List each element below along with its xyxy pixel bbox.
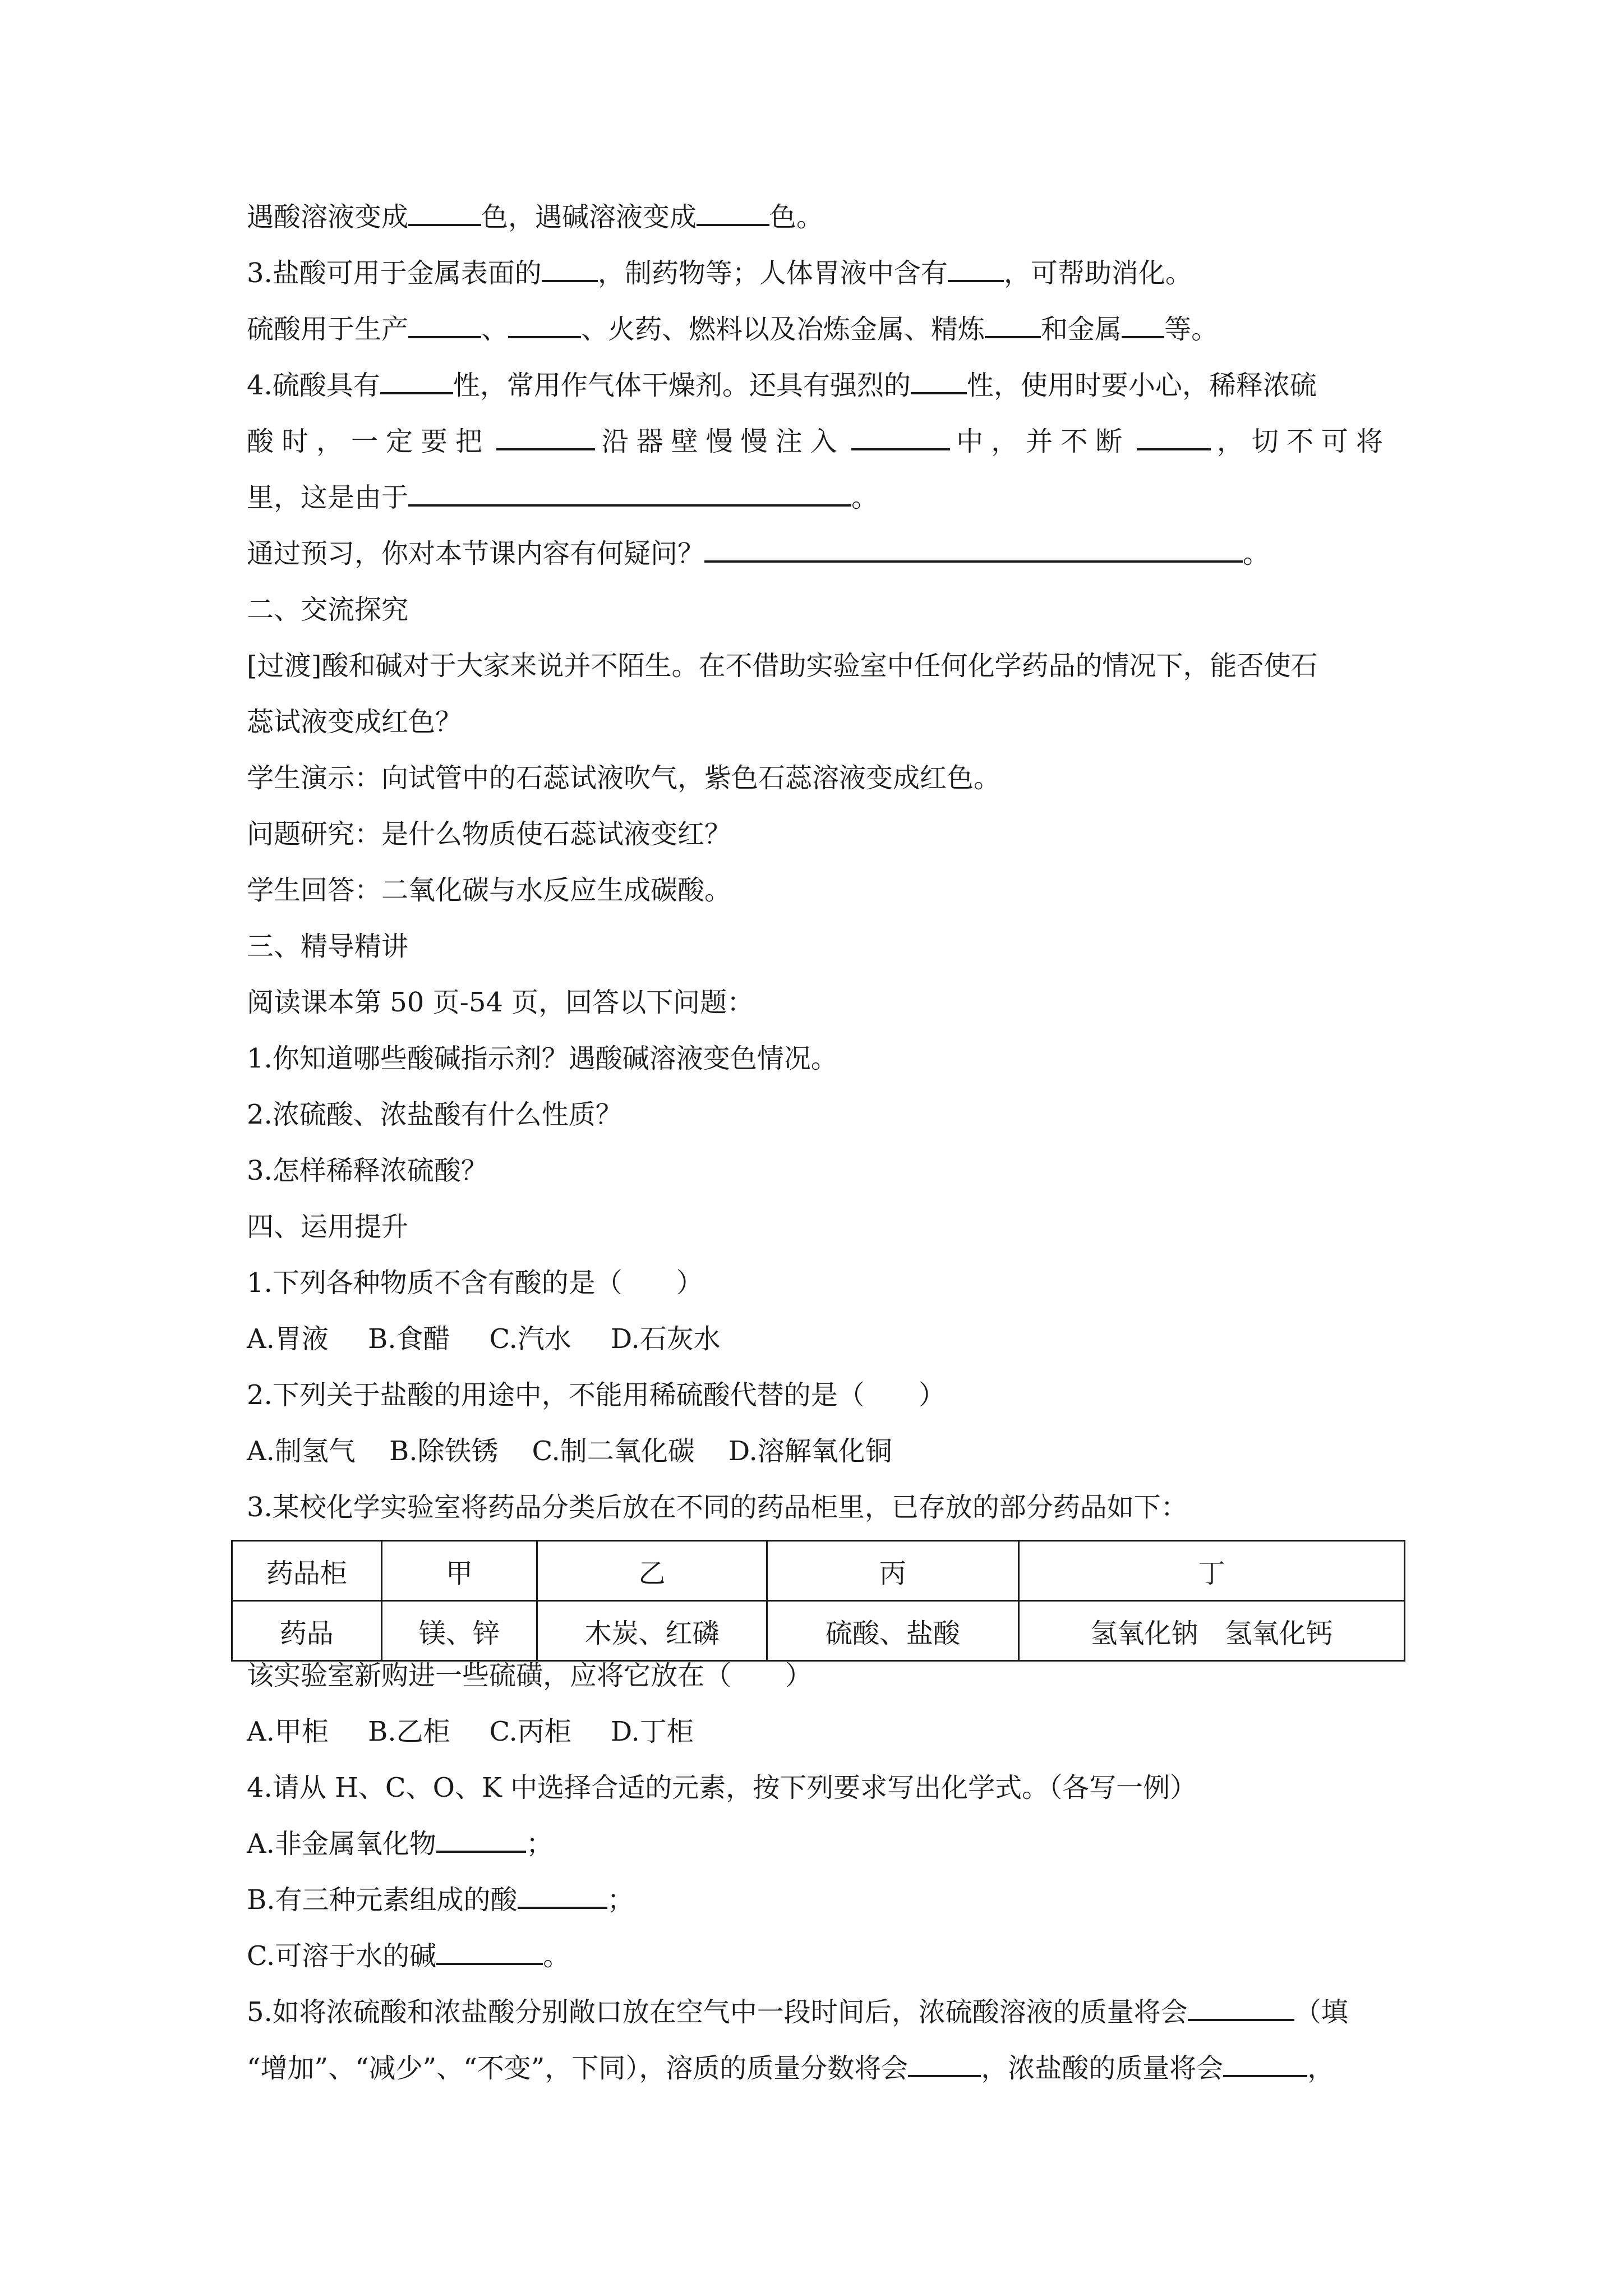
blank xyxy=(985,311,1041,338)
option: D.石灰水 xyxy=(610,1323,721,1355)
option: B.食醋 xyxy=(367,1323,450,1355)
section-heading: 二、交流探究 xyxy=(247,594,409,625)
text-line: 4.硫酸具有 性，常用作气体干燥剂。还具有强烈的 性，使用时要小心，稀释浓硫 xyxy=(247,367,1317,403)
text-line: 里，这是由于 。 xyxy=(247,480,878,516)
blank xyxy=(496,424,595,450)
blank xyxy=(1188,1994,1294,2021)
text-line: 问题研究：是什么物质使石蕊试液变红？ xyxy=(247,818,732,850)
option: A.胃液 xyxy=(247,1323,329,1355)
text-line: C.可溶于水的碱 。 xyxy=(247,1938,570,1974)
blank xyxy=(408,480,851,507)
option: B.乙柜 xyxy=(367,1716,450,1747)
question: 2.下列关于盐酸的用途中，不能用稀硫酸代替的是（ ） xyxy=(247,1379,946,1411)
table-cell: 药品柜 xyxy=(232,1541,382,1601)
blank xyxy=(911,367,967,394)
blank xyxy=(1137,424,1211,450)
option: D.溶解氧化铜 xyxy=(728,1435,892,1467)
text-line: 学生回答：二氧化碳与水反应生成碳酸。 xyxy=(247,875,732,906)
text-line: “增加”、“减少”、“不变”，下同），溶质的质量分数将会 ，浓盐酸的质量将会 ， xyxy=(247,2050,1334,2086)
blank xyxy=(408,199,481,226)
text-line: 遇酸溶液变成 色，遇碱溶液变成 色。 xyxy=(247,199,823,235)
option: C.汽水 xyxy=(489,1323,571,1355)
reagent-cabinet-table xyxy=(231,1540,1405,1662)
option: D.丁柜 xyxy=(610,1716,694,1747)
option: A.甲柜 xyxy=(247,1716,329,1747)
question: 5.如将浓硫酸和浓盐酸分别敞口放在空气中一段时间后，浓硫酸溶液的质量将会 （填 xyxy=(247,1994,1348,2030)
question: 2.浓硫酸、浓盐酸有什么性质？ xyxy=(247,1099,623,1130)
blank xyxy=(542,255,598,282)
text-line: 学生演示：向试管中的石蕊试液吹气，紫色石蕊溶液变成红色。 xyxy=(247,762,1001,794)
question: 4.请从 H、C、O、K 中选择合适的元素，按下列要求写出化学式。（各写一例） xyxy=(247,1772,1197,1803)
options-line xyxy=(247,1321,721,1357)
blank xyxy=(380,367,453,394)
question: 3.某校化学实验室将药品分类后放在不同的药品柜里，已存放的部分药品如下： xyxy=(247,1492,1188,1523)
question: 1.下列各种物质不含有酸的是（ ） xyxy=(247,1267,703,1299)
blank xyxy=(436,1826,526,1853)
table-cell: 氢氧化钠 氢氧化钙 xyxy=(1019,1601,1405,1661)
blank xyxy=(408,311,481,338)
question: 3.怎样稀释浓硫酸？ xyxy=(247,1155,488,1186)
table-row xyxy=(232,1541,1405,1601)
section-heading: 四、运用提升 xyxy=(247,1211,409,1243)
question: 该实验室新购进一些硫磺，应将它放在（ ） xyxy=(247,1660,813,1691)
table-row xyxy=(232,1601,1405,1661)
option: B.除铁锈 xyxy=(389,1435,499,1467)
blank xyxy=(851,424,950,450)
blank xyxy=(704,536,1243,563)
text-line: 阅读课本第 50 页-54 页，回答以下问题： xyxy=(247,987,754,1018)
table-cell: 丙 xyxy=(767,1541,1018,1601)
blank xyxy=(1223,2050,1307,2077)
options-line xyxy=(247,1714,694,1750)
text-line: 硫酸用于生产 、 、火药、燃料以及冶炼金属、精炼 和金属 等。 xyxy=(247,311,1218,347)
table-cell: 木炭、红磷 xyxy=(537,1601,767,1661)
blank xyxy=(518,1882,607,1909)
section-heading: 三、精导精讲 xyxy=(247,931,409,962)
question: 1.你知道哪些酸碱指示剂？遇酸碱溶液变色情况。 xyxy=(247,1043,838,1074)
text-line: 蕊试液变成红色？ xyxy=(247,706,463,738)
blank xyxy=(436,1938,543,1965)
table-cell: 甲 xyxy=(381,1541,537,1601)
text-line: A.非金属氧化物 ； xyxy=(247,1826,553,1862)
blank xyxy=(948,255,1004,282)
table-cell: 乙 xyxy=(537,1541,767,1601)
options-line xyxy=(247,1433,892,1469)
option: A.制氢气 xyxy=(247,1435,356,1467)
blank xyxy=(1122,311,1164,338)
blank xyxy=(508,311,581,338)
option: C.制二氧化碳 xyxy=(532,1435,695,1467)
text-line: 通过预习，你对本节课内容有何疑问？ 。 xyxy=(247,536,1270,572)
table-cell: 硫酸、盐酸 xyxy=(767,1601,1018,1661)
text-line: 酸时，一定要把 沿器壁慢慢注入 中，并不断 ，切不可将 xyxy=(247,424,1391,459)
blank xyxy=(908,2050,981,2077)
text-line: 3.盐酸可用于金属表面的 ，制药物等；人体胃液中含有 ，可帮助消化。 xyxy=(247,255,1192,291)
table-cell: 药品 xyxy=(232,1601,382,1661)
table-cell: 丁 xyxy=(1019,1541,1405,1601)
text-line: [过渡]酸和碱对于大家来说并不陌生。在不借助实验室中任何化学药品的情况下，能否使石 xyxy=(247,650,1318,682)
option: C.丙柜 xyxy=(489,1716,571,1747)
table-cell: 镁、锌 xyxy=(381,1601,537,1661)
blank xyxy=(697,199,769,226)
text-line: B.有三种元素组成的酸 ； xyxy=(247,1882,634,1918)
